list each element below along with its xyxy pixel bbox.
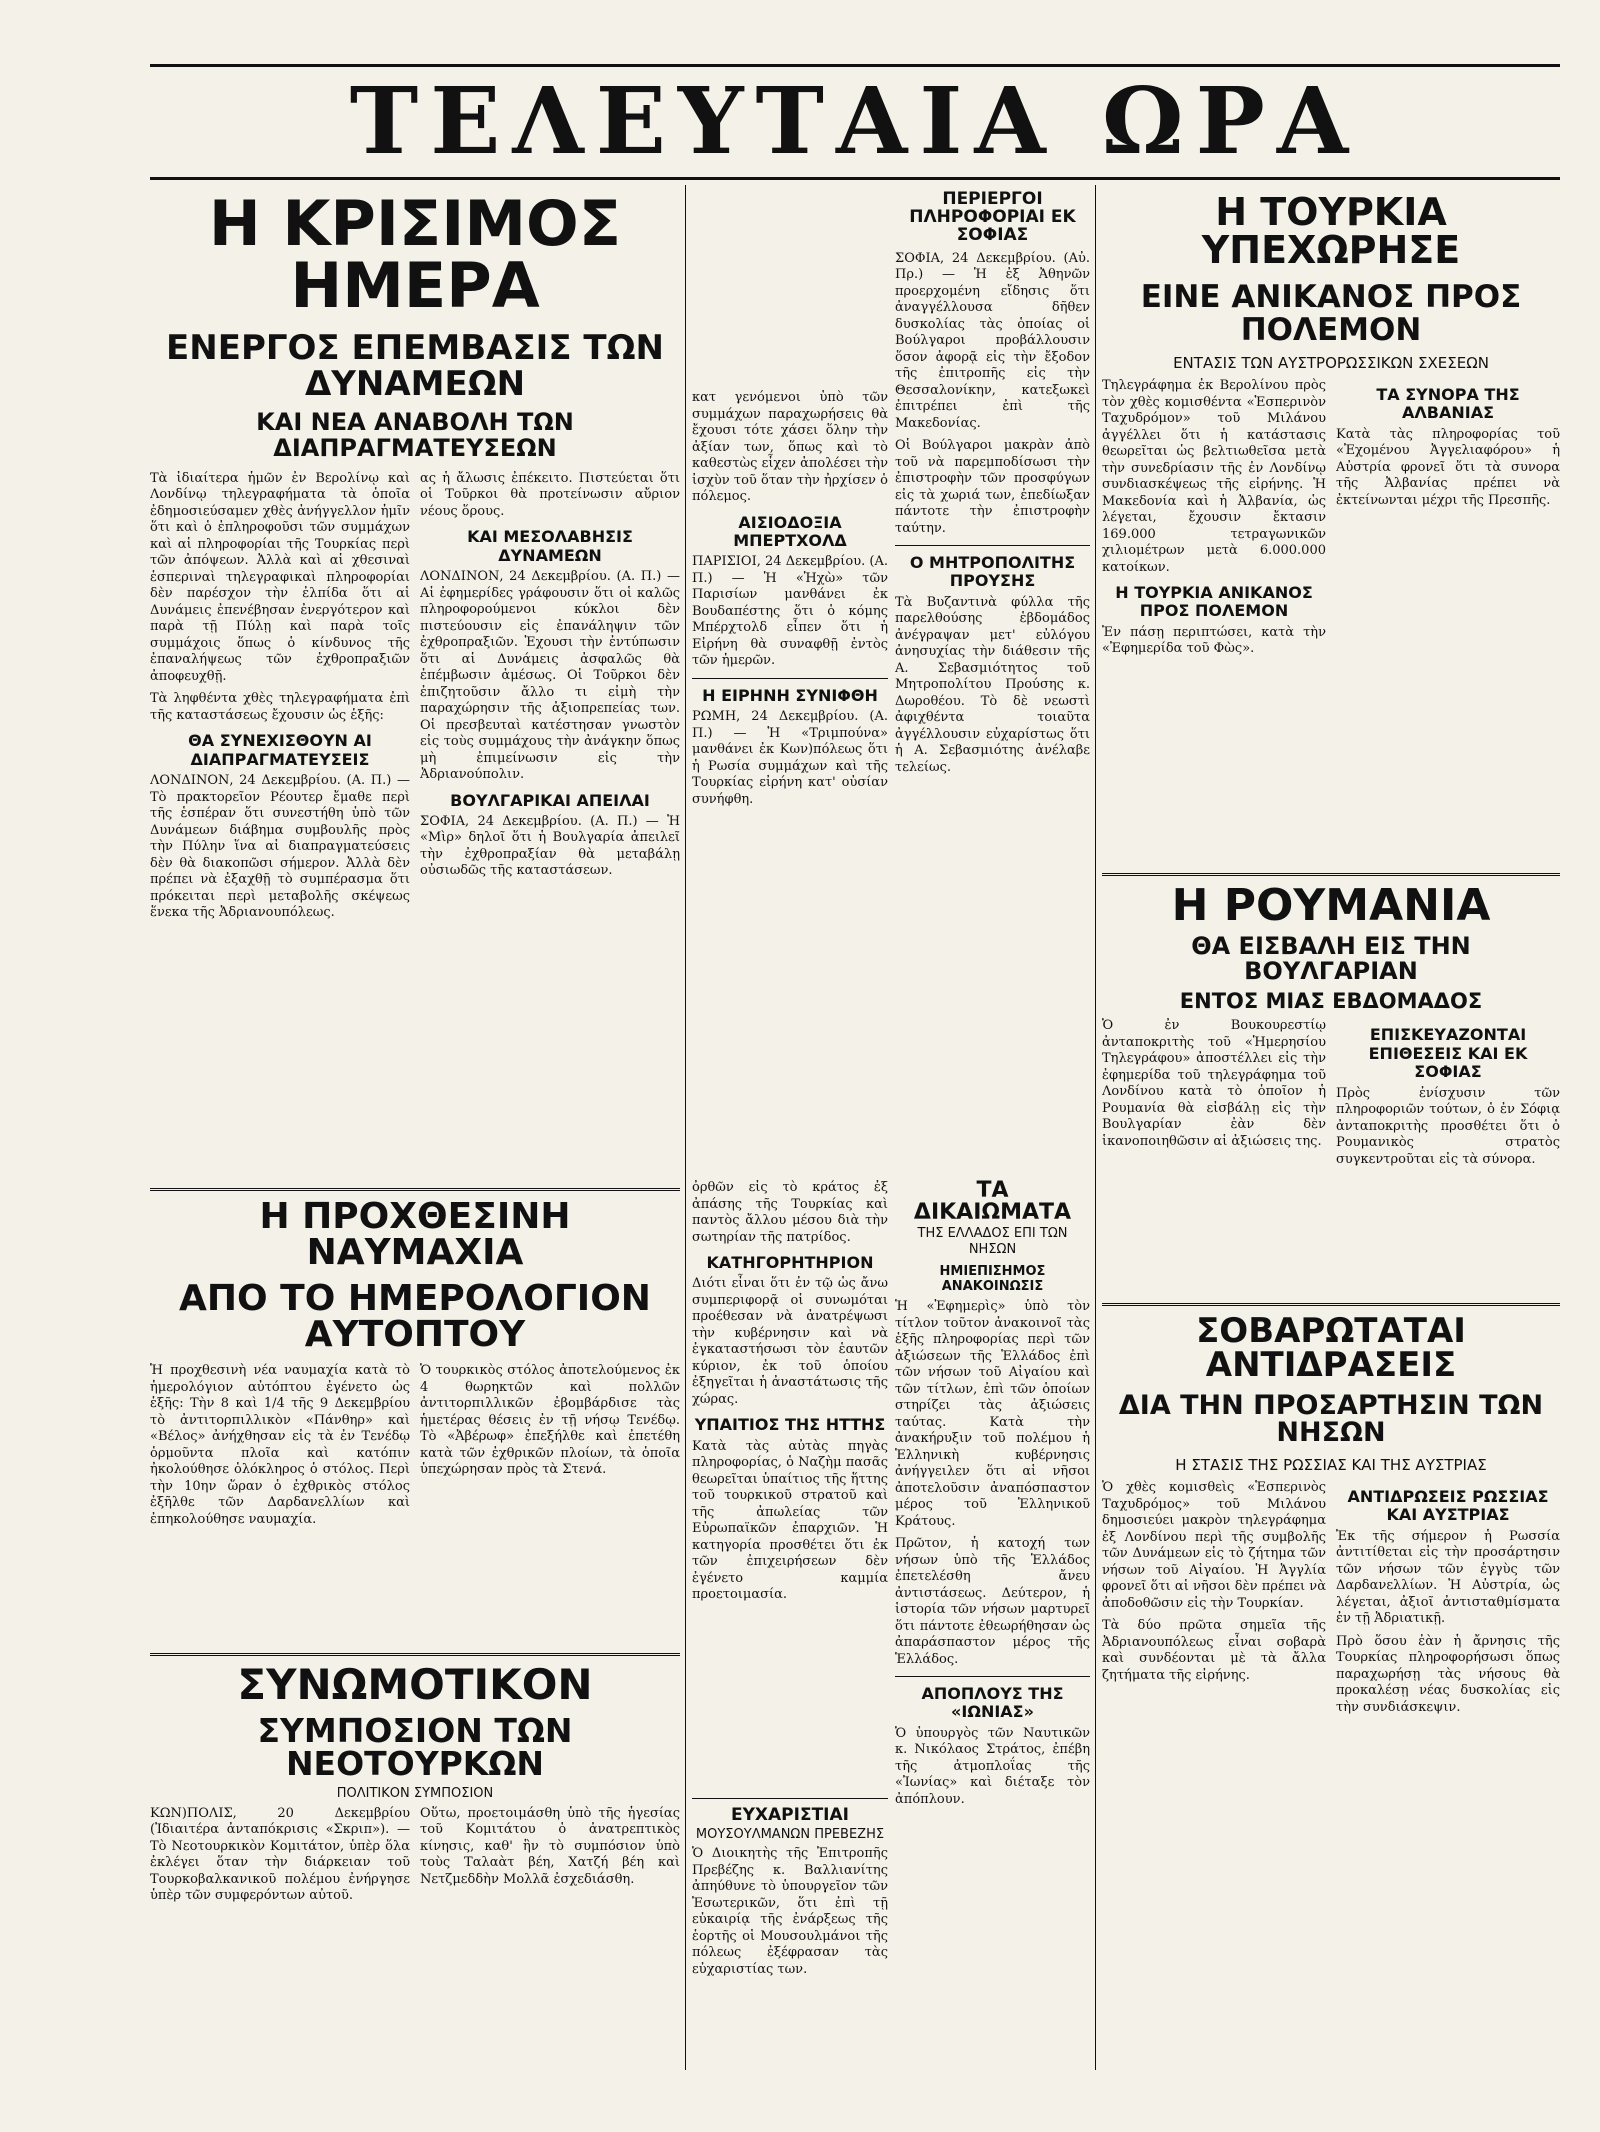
newspaper-page bbox=[30, 20, 1570, 2070]
sofia-column bbox=[895, 185, 1090, 1170]
conspiracy-story bbox=[150, 1645, 680, 2070]
section-body: ΣΟΦΙΑ, 24 Δεκεμβρίου. (Α. Π.) — Ἡ «Μὶρ» δηλοῖ ὅτι ἡ Βουλγαρία ἀπειλεῖ τὴν ἐχθροπραξίαν θὰ μεταβάλῃ οὐσιωδῶς τῆς καταστάσεων. bbox=[420, 813, 680, 879]
romania-subhead: ΕΝΤΟΣ ΜΙΑΣ ΕΒΔΟΜΑΔΟΣ bbox=[1179, 989, 1483, 1014]
column-rule bbox=[685, 185, 686, 2070]
rights-subhead: ΤΗΣ ΕΛΛΑΔΟΣ ΕΠΙ ΤΩΝ ΝΗΣΩΝ bbox=[917, 1226, 1068, 1257]
section-heading: Ο ΜΗΤΡΟΠΟΛΙΤΗΣ ΠΡΟΥΣΗΣ bbox=[909, 553, 1076, 591]
lead-story bbox=[150, 185, 680, 1170]
naval-headline-2: ΑΠΟ ΤΟ ΗΜΕΡΟΛΟΓΙΟΝ ΑΥΤΟΠΤΟΥ bbox=[179, 1278, 651, 1355]
section-body: ΠΑΡΙΣΙΟΙ, 24 Δεκεμβρίου. (Α. Π.) — Ἡ «Ἠχὼ» τῶν Παρισίων μανθάνει ἐκ Βουδαπέστης ὅτι ὁ κόμης Μπέρχτολδ εἶπεν ὅτι ἡ Εἰρήνη θὰ συναφθῇ ἐντὸς τῶν ἡμερῶν. bbox=[692, 554, 888, 669]
conspiracy-body: ΚΩΝ)ΠΟΛΙΣ, 20 Δεκεμβρίου (Ἰδιαιτέρα ἀνταπόκρισις «Σκριπ»). — Τὸ Νεοτουρκικὸν Κομιτάτον, ὑπὲρ ὅλα ἐκλέγει ὅταν τὴν διάρκειαν τοῦ Τουρκοβαλκανικοῦ πολέμου ἐνήργησε ὑπὲρ τῶν συμφερόντων αὐτοῦ. bbox=[150, 1805, 410, 1904]
naval-body-2: Ὁ τουρκικὸς στόλος ἀποτελούμενος ἐκ 4 θωρηκτῶν καὶ πολλῶν ἀντιτορπιλλικῶν ἐβομβάρδισε τὰς ἡμετέρας θέσεις ἐν τῇ νήσῳ Τενέδῳ. Τὸ «Ἀβέρωφ» ἐπεξήλθε καὶ ἐπετέθη κατὰ τῶν ἐχθρικῶν πλοίων, τὰ ὁποῖα ὑπεχώρησαν πρὸς τὰ Στενά. bbox=[420, 1363, 680, 1477]
lead-body-2: ας ἡ ἄλωσις ἐπέκειτο. Πιστεύεται ὅτι οἱ Τοῦρκοι θὰ προτείνωσιν αὔριον νέους ὅρους. bbox=[420, 470, 680, 519]
reactions-body: Ὁ χθὲς κομισθεὶς «Ἑσπερινὸς Ταχυδρόμος» τοῦ Μιλάνου δημοσιεύει μακρὸν τηλεγράφημα ἐξ Λονδίνου περὶ τῆς συμβολῆς τῶν Δυνάμεων εἰς τὸ ζήτημα τῶν νήσων τοῦ Αἰγαίου. Ἡ Ἀγγλία φρονεῖ ὅτι αἱ νῆσοι δὲν πρέπει νὰ ἀποδοθῶσιν εἰς τὴν Τουρκίαν. bbox=[1102, 1480, 1326, 1611]
turkey-headline: Η ΤΟΥΡΚΙΑ ΥΠΕΧΩΡΗΣΕ bbox=[1201, 190, 1461, 272]
conspiracy-body-2: Οὕτω, προετοιμάσθη ὑπὸ τῆς ἡγεσίας τοῦ Κομιτάτου ὁ ἀνατρεπτικὸς κίνησις, καθ' ἣν τὸ συμπόσιον ὑπὸ τοὺς Ταλαὰτ βέη, Χατζή βέη καὶ Νετζμεδδὴν Μολλᾶ ἐσχεδιάσθη. bbox=[420, 1805, 680, 1887]
section-body: Ἐκ τῆς σήμερον ἡ Ρωσσία ἀντιτίθεται εἰς τὴν προσάρτησιν τῶν νήσων τῶν ἐγγὺς τῶν Δαρδανελλίων. Ἡ Αὐστρία, ὡς λέγεται, ἀξιοῖ ἀντισταθμίσματα ἐν τῇ Ἀδριατικῇ. bbox=[1336, 1528, 1560, 1627]
section-heading: Η ΤΟΥΡΚΙΑ ΑΝΙΚΑΝΟΣ ΠΡΟΣ ΠΟΛΕΜΟΝ bbox=[1115, 583, 1313, 621]
sofia-headline: ΠΕΡΙΕΡΓΟΙ ΠΛΗΡΟΦΟΡΙΑΙ ΕΚ ΣΟΦΙΑΣ bbox=[909, 189, 1076, 245]
reactions-story bbox=[1102, 1295, 1560, 2070]
thanks-body: Ὁ Διοικητὴς τῆς Ἐπιτροπῆς Πρεβέζης κ. Βαλλιανίτης ἀπηύθυνε τὸ ὑπουργεῖον τῶν Ἐσωτερικῶν, ὅτι ἐπὶ τῇ εὐκαιρίᾳ τῆς ἐνάρξεως τῆς ἑορτῆς οἱ Μουσουλμάνοι τῆς πόλεως ἐξέφρασαν τὰς εὐχαριστίας των. bbox=[692, 1846, 888, 1977]
divider bbox=[1102, 1303, 1560, 1306]
section-body: ΛΟΝΔΙΝΟΝ, 24 Δεκεμβρίου. (Α. Π.) — Τὸ πρακτορεῖον Ρέουτερ ἔμαθε περὶ τῆς ἑσπέραν ὅτι συνεστήθη ὑπὸ τῶν Δυνάμεων διάβημα συμβουλῆς πρὸς τὴν Πύλην ἵνα αἱ διαπραγματεύσεις δὲν θὰ διακοπῶσι σήμερον. Ἀλλὰ δὲν πρέπει νὰ ἐξαχθῇ τὸ συμπέρασμα ὅτι πρόκειται περὶ μεταβολῆς σκέψεως ἕνεκα τῆς Ἀδριανουπόλεως. bbox=[150, 773, 410, 921]
turkey-body: Τηλεγράφημα ἐκ Βερολίνου πρὸς τὸν χθὲς κομισθέντα «Ἑσπερινὸν Ταχυδρόμον» τοῦ Μιλάνου ἀγγέλλει ὅτι ἡ κατάστασις θεωρεῖται ὡς βελτιωθεῖσα μετὰ τὴν συνεδρίασιν τῆς ἐν Λονδίνῳ συνδιασκέψεως τῆς εἰρήνης. Ἡ Μακεδονία καὶ ἡ Ἀλβανία, ὡς λέγεται, ἔχουσιν ἔκτασιν 169.000 τετραγωνικῶν χιλιομέτρων μετὰ 6.000.000 κατοίκων. bbox=[1102, 378, 1326, 575]
naval-body: Ἡ προχθεσινὴ νέα ναυμαχία κατὰ τὸ ἡμερολόγιον αὐτόπτου ἐγένετο ὡς ἑξῆς: Τὴν 8 καὶ 1/4 τῆς 9 Δεκεμβρίου τὸ ἀντιτορπιλλικὸν «Πάνθηρ» καὶ «Βέλος» ἀνήχθησαν εἰς τὰ ἐν Τενέδῳ ὁρμοῦντα πλοῖα καὶ κατόπιν ἠκολούθησε ὁλόκληρος ὁ στόλος. Περὶ τὴν 10ην ὥραν ὁ ἐχθρικὸς στόλος ἐξῆλθε τῶν Δαρδανελλίων καὶ ἐπηκολούθησε ναυμαχία. bbox=[150, 1363, 410, 1527]
romania-body: Ὁ ἐν Βουκουρεστίῳ ἀνταποκριτὴς τοῦ «Ἡμερησίου Τηλεγράφου» ἀποστέλλει εἰς τὴν ἐφημερίδα τοῦ τηλεγράφημα τοῦ Λονδίνου κατὰ τὸ ὁποῖον ἡ Ρουμανία θὰ εἰσβάλῃ εἰς τὴν Βουλγαρίαν ἐὰν δὲν ἱκανοποιηθῶσιν αἱ ἀξιώσεις της. bbox=[1102, 1018, 1326, 1149]
section-heading: ΘΑ ΣΥΝΕΧΙΣΘΟΥΝ ΑΙ ΔΙΑΠΡΑΓΜΑΤΕΥΣΕΙΣ bbox=[188, 731, 372, 769]
romania-deck: ΘΑ ΕΙΣΒΑΛΗ ΕΙΣ ΤΗΝ ΒΟΥΛΓΑΡΙΑΝ bbox=[1191, 932, 1471, 986]
thanks-subhead: ΜΟΥΣΟΥΛΜΑΝΩΝ ΠΡΕΒΕΖΗΣ bbox=[695, 1826, 885, 1842]
section-heading: ΑΠΟΠΛΟΥΣ ΤΗΣ «ΙΩΝΙΑΣ» bbox=[921, 1684, 1064, 1722]
accusation-column bbox=[692, 1180, 888, 1780]
turkey-subhead: ΕΝΤΑΣΙΣ ΤΩΝ ΑΥΣΤΡΟΡΩΣΣΙΚΩΝ ΣΧΕΣΕΩΝ bbox=[1173, 354, 1489, 373]
reactions-body-2: Τὰ δύο πρῶτα σημεῖα τῆς Ἀδριανουπόλεως εἶναι σοβαρὰ καὶ συνδέονται μὲ τὰ ἄλλα ζητήματα τῆς εἰρήνης. bbox=[1102, 1618, 1326, 1683]
section-body: Ἐν πάσῃ περιπτώσει, κατὰ τὴν «Ἐφημερίδα τοῦ Φὼς». bbox=[1102, 624, 1326, 657]
lead-body-1b: Τὰ ληφθέντα χθὲς τηλεγραφήματα ἐπὶ τῆς καταστάσεως ἔχουσιν ὡς ἑξῆς: bbox=[150, 691, 410, 723]
turkey-column-2 bbox=[1336, 378, 1560, 658]
section-heading: ΤΑ ΣΥΝΟΡΑ ΤΗΣ ΑΛΒΑΝΙΑΣ bbox=[1376, 385, 1520, 423]
naval-story bbox=[150, 1180, 680, 1635]
divider bbox=[692, 1798, 888, 1799]
conspiracy-headline: ΣΥΝΩΜΟΤΙΚΟΝ bbox=[237, 1660, 593, 1709]
conspiracy-headline-2: ΣΥΜΠΟΣΙΟΝ ΤΩΝ ΝΕΟΤΟΥΡΚΩΝ bbox=[257, 1711, 573, 1783]
sofia-body: ΣΟΦΙΑ, 24 Δεκεμβρίου. (Αὐ. Πρ.) — Ἡ ἐξ Ἀθηνῶν προερχομένη εἴδησις ὅτι ἀναγγέλλουσα δῆθεν δυσκολίας τὰς ὁποίας οἱ Βούλγαροι προβάλλουσιν ὅσον ἀφορᾷ εἰς τὴν ἔξοδον τῆς ἐπιτροπῆς εἰς τὴν Θεσσαλονίκην, κατεξωκεὶ ἐπιτρέπει ἐπὶ τῆς Μακεδονίας. bbox=[895, 250, 1090, 431]
section-body: ΡΩΜΗ, 24 Δεκεμβρίου. (Α. Π.) — Ἡ «Τριμπούνα» μανθάνει ἐκ Κων)πόλεως ὅτι ἡ Ρωσία συμμάχων καὶ τῆς Τουρκίας εἰρήνη κατ' οὐσίαν συνήφθη. bbox=[692, 709, 888, 807]
section-heading: Η ΕΙΡΗΝΗ ΣΥΝΙΦΘΗ bbox=[702, 685, 878, 705]
divider bbox=[692, 678, 888, 679]
section-body: Διότι εἶναι ὅτι ἐν τῷ ὡς ἄνω συμπεριφορᾷ οἱ συνωμόται προέθεσαν νὰ ἀνατρέψωσι τὴν κυβέρνησιν καὶ νὰ ἐγκαταστήσωσι τὸν ἑαυτῶν κύριον, ἐκ τοῦ ὁποίου ἐξηγεῖται ἡ ἀναστάτωσις τῆς χώρας. bbox=[692, 1276, 888, 1407]
rights-column bbox=[895, 1180, 1090, 2040]
romania-column-2 bbox=[1336, 1018, 1560, 1168]
section-heading: ΒΟΥΛΓΑΡΙΚΑΙ ΑΠΕΙΛΑΙ bbox=[450, 790, 650, 810]
conspiracy-subhead: ΠΟΛΙΤΙΚΟΝ ΣΥΜΠΟΣΙΟΝ bbox=[336, 1786, 494, 1801]
reactions-body-3: Πρὸ ὅσου ἐὰν ἡ ἄρνησις τῆς Τουρκίας πληροφορήσωσι ὅπως παραχωρήσῃ τὰς νήσους θὰ προκαλέσῃ νέας δυσκολίας εἰς τὴν συνδιάσκεψιν. bbox=[1336, 1633, 1560, 1715]
lead-column-2 bbox=[420, 471, 680, 922]
section-body: Κατὰ τὰς αὐτὰς πηγὰς πληροφορίας, ὁ Ναζὴμ πασᾶς θεωρεῖται ὑπαίτιος τῆς ἥττης τοῦ τουρκικοῦ στρατοῦ καὶ τῆς ἀπωλείας τῶν Εὐρωπαϊκῶν ἐπαρχιῶν. Ἡ κατηγορία προσθέτει ὅτι ἐκ τῶν ἐπιχειρήσεων δὲν ἐγένετο καμμία προετοιμασία. bbox=[692, 1438, 888, 1603]
section-heading: ΚΑΙ ΜΕΣΟΛΑΒΗΣΙΣ ΔΥΝΑΜΕΩΝ bbox=[467, 527, 633, 565]
divider bbox=[150, 1653, 680, 1656]
turkey-story bbox=[1102, 185, 1560, 855]
section-body: Τὰ Βυζαντινὰ φύλλα τῆς παρελθούσης ἑβδομάδος ἀνέγραψαν μετ' εὐλόγου ἀνησυχίας τὴν διάθεσιν τῆς Α. Σεβασμιότητος τοῦ Μητροπολίτου Προύσης κ. Δωροθέου. Τὸ δὲ νεωστὶ ἀφιχθέντα τοιαῦτα ἀγγέλλουσιν εὐχαρίστως ὅτι ἡ Α. Σεβασμιότης ἀνέλαβε τελείως. bbox=[895, 594, 1090, 775]
romania-headline: Η ΡΟΥΜΑΝΙΑ bbox=[1171, 880, 1491, 931]
rights-body: Ἡ «Ἐφημερὶς» ὑπὸ τὸν τίτλον τοῦτον ἀνακοινοῖ τὰς ἑξῆς πληροφορίας περὶ τῶν ἀξιώσεων τῆς Ἑλλάδος ἐπὶ τῶν νήσων τοῦ Αἰγαίου καὶ τῶν τίτλων, ἐπὶ τῶν ὁποίων στηρίζει τὰς ἀξιώσεις ταύτας. Κατὰ τὴν ἀνακήρυξιν τοῦ πολέμου ἡ Ἑλληνικὴ κυβέρνησις ἀνήγγειλεν ὅτι αἱ νῆσοι ἀποτελοῦσιν ἀναπόσπαστον μέρος τοῦ Ἑλληνικοῦ Κράτους. bbox=[895, 1299, 1090, 1529]
accusation-intro: ὀρθῶν εἰς τὸ κράτος ἐξ ἀπάσης τῆς Τουρκίας καὶ παντὸς ἄλλου μέσου διὰ τὴν σωτηρίαν τῆς πατρίδος. bbox=[692, 1180, 888, 1245]
lead-body-1: Τὰ ἰδιαίτερα ἡμῶν ἐν Βερολίνῳ καὶ Λονδίνῳ τηλεγραφήματα τὰ ὁποῖα ἐδημοσιεύσαμεν χθὲς ἀνήγγελλον ἡμῖν ὅτι καὶ ὁ ἐπληροφοῦσι τῶν συμμάχων καὶ αἱ πληροφορίαι τῆς Τουρκίας περὶ τῶν ἀπόψεων. Ἀλλὰ καὶ αἱ χθεσιναὶ ἑσπεριναὶ τηλεγραφικαὶ πληροφορίαι δὲν παρέσχον τὴν ἐλπίδα ὅτι αἱ Δυνάμεις ἐπενέβησαν ἐνεργότερον καὶ παρὰ τῇ Πύλῃ καὶ παρὰ τοῖς συμμάχοις ὅπως ὁ κίνδυνος τῆς ἐπαναλήψεως τῶν ἐχθροπραξιῶν ἀποφευχθῇ. bbox=[150, 470, 410, 684]
thanks-headline: ΕΥΧΑΡΙΣΤΙΑΙ bbox=[731, 1805, 849, 1825]
reactions-column-1 bbox=[1102, 1480, 1326, 1716]
section-body: Πρὸς ἐνίσχυσιν τῶν πληροφοριῶν τούτων, ὁ ἐν Σόφιᾳ ἀνταποκριτὴς προσθέτει ὅτι ὁ Ρουμανικὸς στρατὸς συγκεντροῦται εἰς τὰ σύνορα. bbox=[1336, 1085, 1560, 1167]
section-heading: ΥΠΑΙΤΙΟΣ ΤΗΣ ΗΤΤΗΣ bbox=[694, 1415, 886, 1435]
thanks-column bbox=[692, 1790, 888, 2070]
reactions-headline: ΣΟΒΑΡΩΤΑΤΑΙ ΑΝΤΙΔΡΑΣΕΙΣ bbox=[1196, 1311, 1466, 1385]
section-heading: ΑΙΣΙΟΔΟΞΙΑ ΜΠΕΡΤΧΟΛΔ bbox=[733, 512, 847, 550]
divider bbox=[150, 1188, 680, 1191]
romania-column-1 bbox=[1102, 1018, 1326, 1168]
lead-deck-2: ΚΑΙ ΝΕΑ ΑΝΑΒΟΛΗ ΤΩΝ ΔΙΑΠΡΑΓΜΑΤΕΥΣΕΩΝ bbox=[256, 408, 574, 462]
lead-deck-1: ΕΝΕΡΓΟΣ ΕΠΕΜΒΑΣΙΣ ΤΩΝ ΔΥΝΑΜΕΩΝ bbox=[166, 328, 664, 404]
section-heading: ΕΠΙΣΚΕΥΑΖΟΝΤΑΙ ΕΠΙΘΕΣΕΙΣ ΚΑΙ ΕΚ ΣΟΦΙΑΣ bbox=[1368, 1025, 1528, 1082]
reactions-column-2 bbox=[1336, 1480, 1560, 1716]
divider bbox=[1102, 873, 1560, 876]
section-heading: ΑΝΤΙΔΡΩΣΕΙΣ ΡΩΣΣΙΑΣ ΚΑΙ ΑΥΣΤΡΙΑΣ bbox=[1347, 1487, 1549, 1525]
turkey-deck: ΕΙΝΕ ΑΝΙΚΑΝΟΣ ΠΡΟΣ ΠΟΛΕΜΟΝ bbox=[1140, 279, 1522, 348]
lead-column-1 bbox=[150, 471, 410, 922]
naval-headline: Η ΠΡΟΧΘΕΣΙΝΗ ΝΑΥΜΑΧΙΑ bbox=[259, 1196, 571, 1273]
divider bbox=[895, 545, 1090, 546]
turkey-column-1 bbox=[1102, 378, 1326, 658]
middle-column bbox=[692, 390, 888, 1170]
lead-headline: Η ΚΡΙΣΙΜΟΣ ΗΜΕΡΑ bbox=[208, 187, 622, 322]
rights-headline: ΤΑ ΔΙΚΑΙΩΜΑΤΑ bbox=[913, 1180, 1072, 1225]
column-rule bbox=[1095, 185, 1096, 2070]
romania-story bbox=[1102, 865, 1560, 1285]
rights-subhead-2: ΗΜΙΕΠΙΣΗΜΟΣ ΑΝΑΚΟΙΝΩΣΙΣ bbox=[939, 1264, 1046, 1295]
rights-body-2: Πρῶτον, ἡ κατοχή των νήσων ὑπὸ τῆς Ἑλλάδος ἐπετελέσθη ἄνευ ἀντιστάσεως. Δεύτερον, ἡ ἱστορία τῶν νήσων μαρτυρεῖ ὅτι πάντοτε ἐθεωρήθησαν ὡς ἀπαράσπαστον μέρος τῆς Ἑλλάδος. bbox=[895, 1536, 1090, 1667]
masthead-title: ΤΕΛΕΥΤΑΙΑ ΩΡΑ bbox=[349, 67, 1361, 175]
sofia-body-2: Οἱ Βούλγαροι μακρὰν ἀπὸ τοῦ νὰ παρεμποδίσωσι τὴν ἐπιστροφὴν τῶν προσφύγων εἰς τὰ χωριά των, ἐπεδίωξαν πάντοτε τὴν ἐπιστροφὴν ταύτην. bbox=[895, 438, 1090, 536]
section-body: Κατὰ τὰς πληροφορίας τοῦ «Ἐχομένου Ἀγγελιαφόρου» ἡ Αὐστρία φρονεῖ ὅτι τὰ συνορα τῆς Ἀλβανίας πρέπει νὰ ἐκτείνωνται μέχρι τῆς Πρεσπῆς. bbox=[1336, 426, 1560, 508]
section-body: ΛΟΝΔΙΝΟΝ, 24 Δεκεμβρίου. (Α. Π.) — Αἱ ἐφημερίδες γράφουσιν ὅτι οἱ καλῶς πληροφορούμενοι κύκλοι δὲν πιστεύουσιν εἰς ἐπανάληψιν τῶν ἐχθροπραξιῶν. Ἐχουσι τὴν ἐντύπωσιν ὅτι αἱ Δυνάμεις ἀσφαλῶς θὰ ἐπέμβωσιν ἀμέσως. Οἱ Τοῦρκοι δὲν ἐπιζητοῦσιν ἄλλο τι εἰμὴ τὴν παραχώρησιν τῆς ἀξιοπρεπείας των. Οἱ πρεσβευταὶ κατέστησαν γνωστὸν εἰς τοὺς συμμάχους τὴν ἀνάγκην ὅπως μὴ ἐπιμείνωσιν εἰς τὴν Ἀδριανούπολιν. bbox=[420, 569, 680, 783]
reactions-subhead: Η ΣΤΑΣΙΣ ΤΗΣ ΡΩΣΣΙΑΣ ΚΑΙ ΤΗΣ ΑΥΣΤΡΙΑΣ bbox=[1175, 1456, 1487, 1474]
section-body: Ὁ ὑπουργὸς τῶν Ναυτικῶν κ. Νικόλαος Στράτος, ἐπέβη τῆς ἀτμοπλοΐας τῆς «Ἰωνίας» καὶ διέταξε τὸν ἀπόπλουν. bbox=[895, 1725, 1090, 1807]
middle-body: κατ γενόμενοι ὑπὸ τῶν συμμάχων παραχωρήσεις θὰ ἔχουσι τότε χάσει ὅλην τὴν ἀξίαν των, ὅπως καὶ τὸ καθεστὼς εἶχεν ἀπολέσει τὴν ἰσχὺν τοῦ ὅταν τὴν ἠρχίσεν ὁ πόλεμος. bbox=[692, 390, 888, 504]
masthead-band bbox=[150, 64, 1560, 180]
section-heading: ΚΑΤΗΓΟΡΗΤΗΡΙΟΝ bbox=[706, 1253, 874, 1272]
reactions-headline-2: ΔΙΑ ΤΗΝ ΠΡΟΣΑΡΤΗΣΙΝ ΤΩΝ ΝΗΣΩΝ bbox=[1118, 1390, 1544, 1448]
divider bbox=[895, 1676, 1090, 1677]
